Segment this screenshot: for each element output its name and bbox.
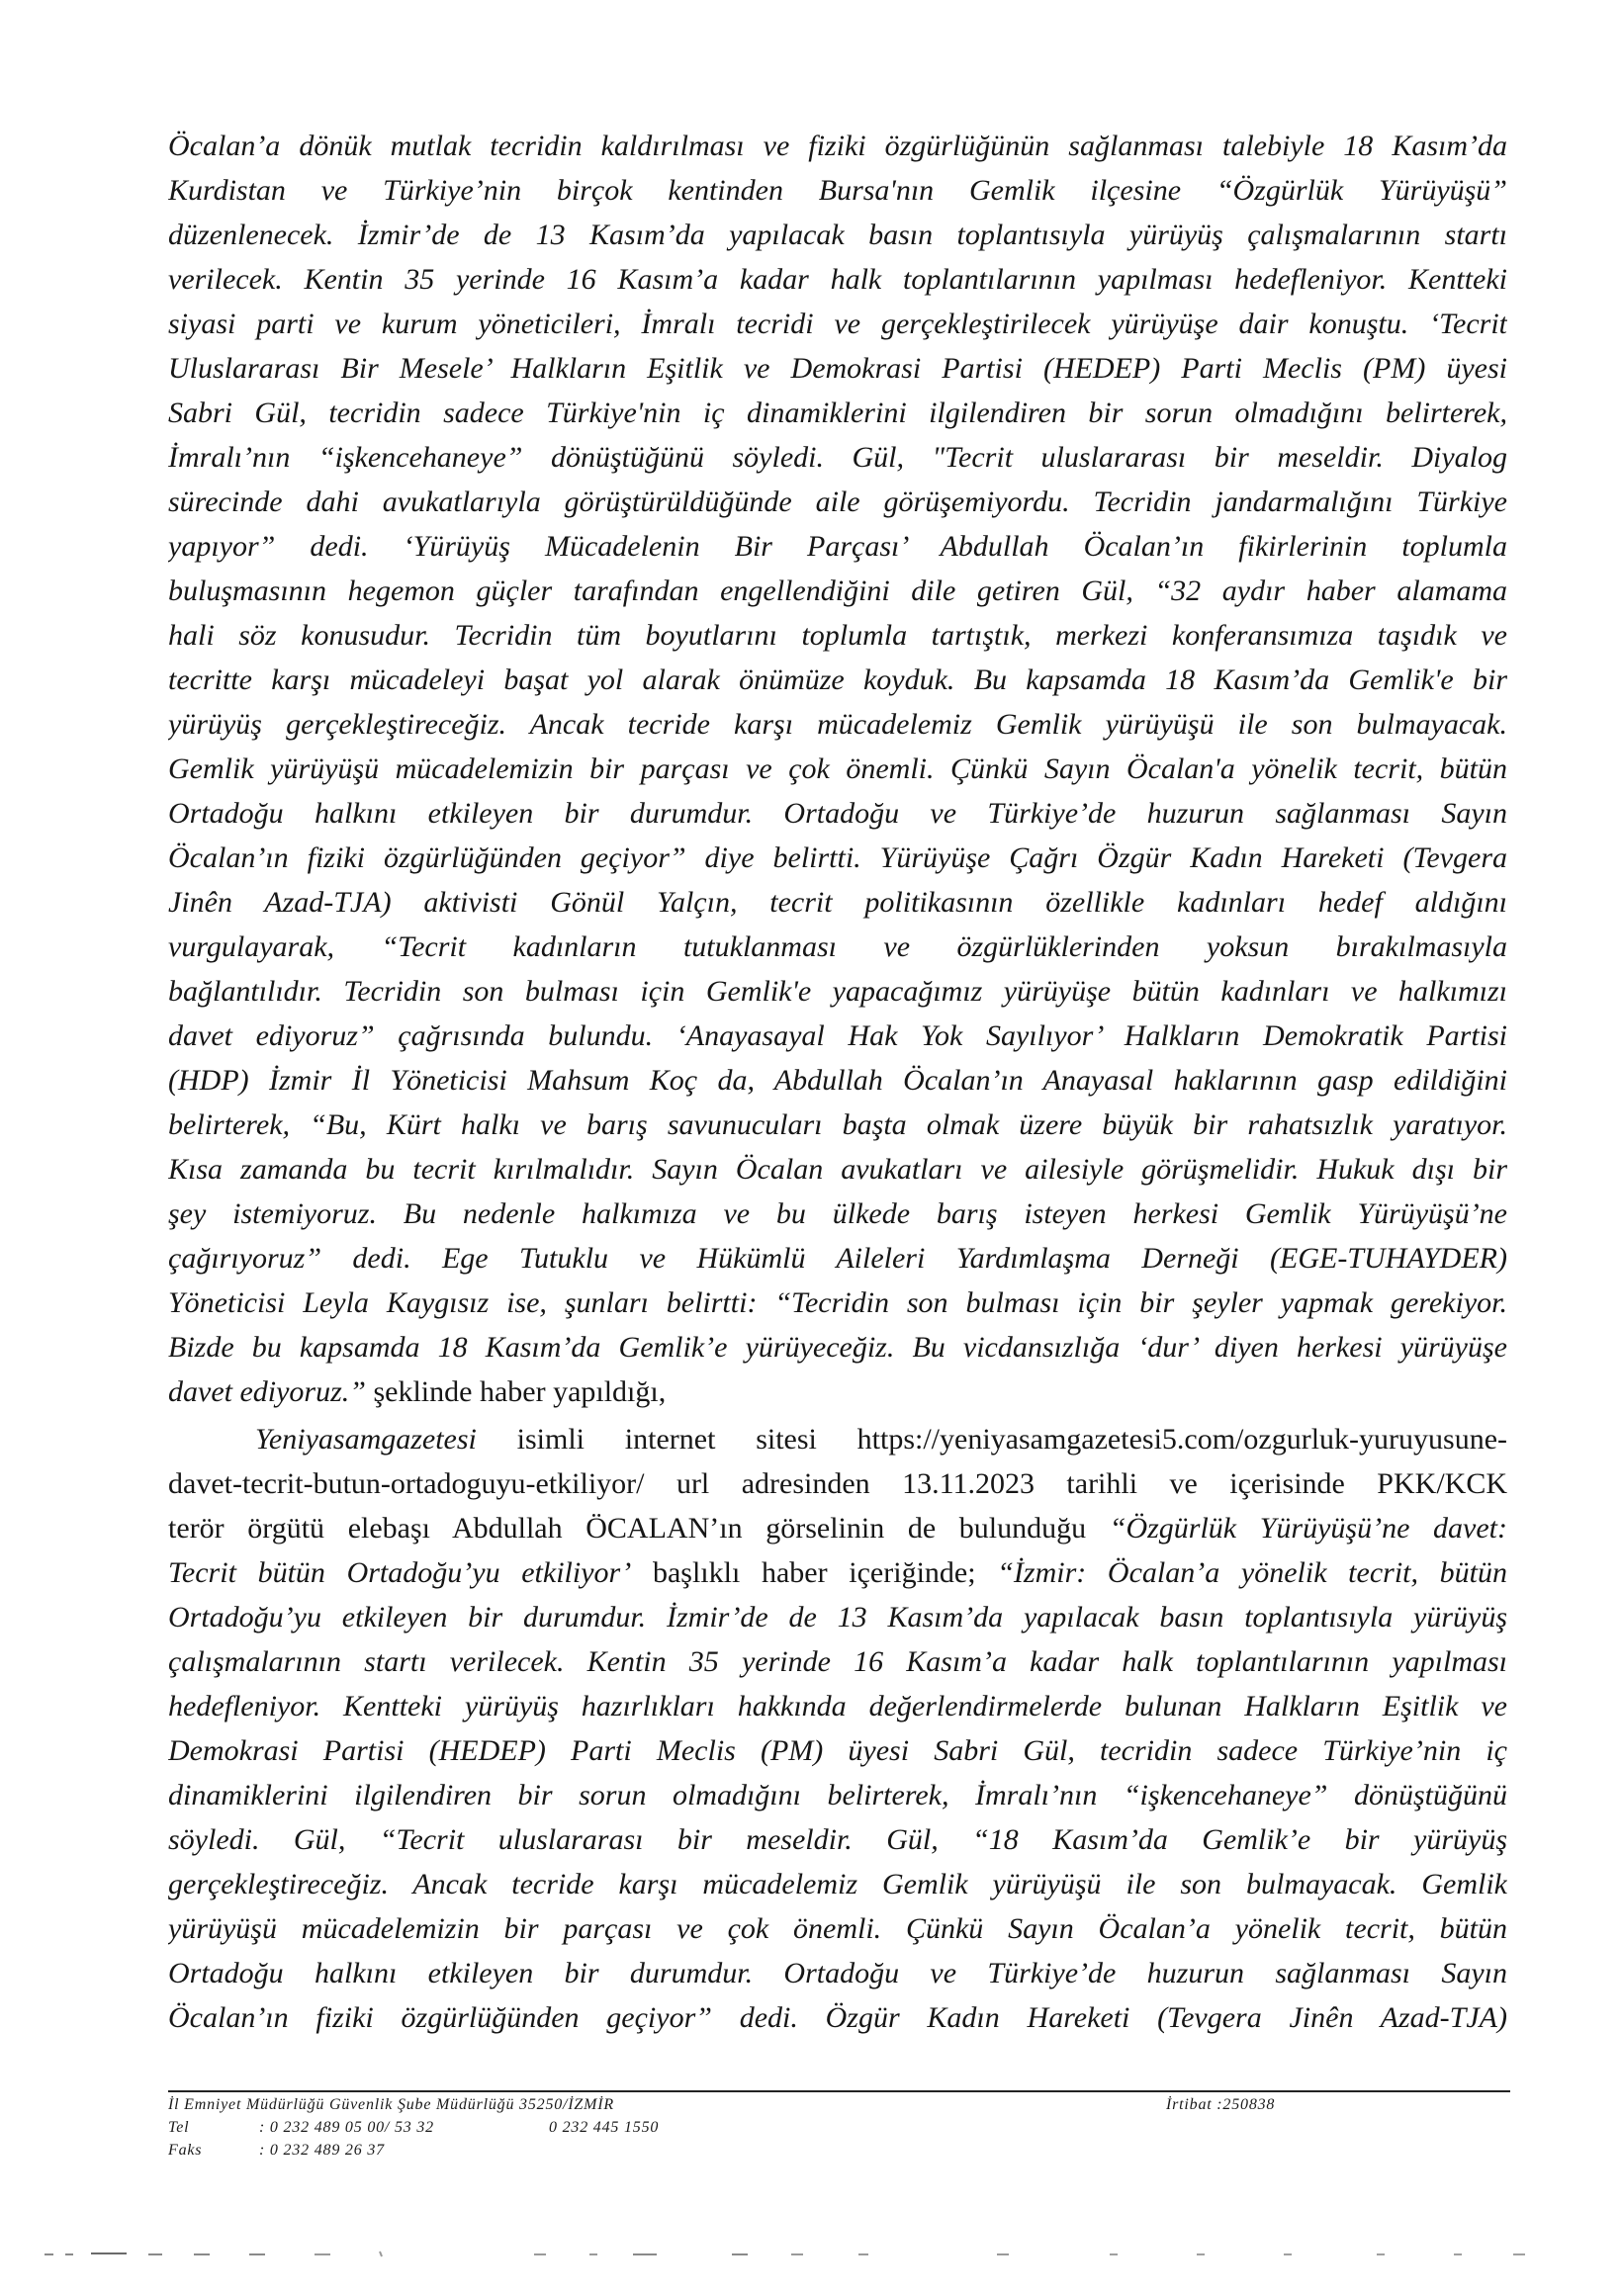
text-line (168, 1369, 1507, 1414)
text-line: Ortadoğu halkını etkileyen bir durumdur. Ortadoğu ve Türkiye’de huzurun sağlanması Sayın (168, 797, 1507, 830)
quote-end-segment: davet ediyoruz.” (168, 1375, 366, 1408)
footer-fax-label: Faks (168, 2142, 203, 2159)
text-line: Kısa zamanda bu tecrit kırılmalıdır. Sayın Öcalan avukatları ve ailesiyle görüşmelidir. Hukuk dışı bir (168, 1153, 1507, 1186)
plain-text-segment: şeklinde haber yapıldığı, (365, 1375, 667, 1408)
text-line: İmralı’nın “işkencehaneye” dönüştüğünü söyledi. Gül, "Tecrit uluslararası bir meseldir. Diyalog (168, 441, 1507, 474)
text-line: Sabri Gül, tecridin sadece Türkiye'nin iç dinamiklerini ilgilendiren bir sorun olmadığını belirterek, (168, 397, 1507, 429)
text-line: yürüyüş gerçekleştireceğiz. Ancak tecride karşı mücadelemiz Gemlik yürüyüşü ile son bulmayacak. (168, 708, 1507, 741)
scan-noise-marks (0, 2243, 1621, 2266)
scan-dash (380, 2252, 382, 2256)
text-line: Ortadoğu’yu etkileyen bir durumdur. İzmir’de de 13 Kasım’da yapılacak basın toplantısıyla yürüyüş (168, 1601, 1507, 1634)
text-line: Ortadoğu halkını etkileyen bir durumdur. Ortadoğu ve Türkiye’de huzurun sağlanması Sayın (168, 1957, 1507, 1989)
text-line: Yöneticisi Leyla Kaygısız ise, şunları belirtti: “Tecridin son bulması için bir şeyler yapmak gerekiyor. (168, 1286, 1507, 1319)
text-line: bağlantılıdır. Tecridin son bulması için Gemlik'e yapacağımız yürüyüşe bütün kadınları ve halkımızı (168, 975, 1507, 1008)
quote-segment: “İzmir: Öcalan’a yönelik tecrit, bütün (997, 1556, 1507, 1589)
text-line: verilecek. Kentin 35 yerinde 16 Kasım’a kadar halk toplantılarının yapılması hedefleniyor. Kentteki (168, 263, 1507, 296)
text-line: sürecinde dahi avukatlarıyla görüştürüldüğünde aile görüşemiyordu. Tecridin jandarmalığını Türkiye (168, 486, 1507, 518)
text-line: Uluslararası Bir Mesele’ Halkların Eşitlik ve Demokrasi Partisi (HEDEP) Parti Meclis (PM) üyesi (168, 352, 1507, 385)
footer-divider (168, 2090, 1510, 2092)
text-line (168, 1550, 1507, 1595)
footer-address: İl Emniyet Müdürlüğü Güvenlik Şube Müdürlüğü 35250/İZMİR (168, 2096, 614, 2113)
text-line: Kurdistan ve Türkiye’nin birçok kentinden Bursa'nın Gemlik ilçesine “Özgürlük Yürüyüşü” (168, 174, 1507, 207)
text-line (168, 1506, 1507, 1550)
text-line: çağırıyoruz” dedi. Ege Tutuklu ve Hükümlü Aileleri Yardımlaşma Derneği (EGE-TUHAYDER) (168, 1242, 1507, 1275)
text-line: Gemlik yürüyüşü mücadelemizin bir parçası ve çok önemli. Çünkü Sayın Öcalan'a yönelik tecrit, bütün (168, 752, 1507, 785)
plain-text-segment: isimli internet sitesi https://yeniyasamgazetesi5.com/ozgurluk-yuruyusune- (476, 1423, 1507, 1456)
text-line: şey istemiyoruz. Bu nedenle halkımıza ve bu ülkede barış isteyen herkesi Gemlik Yürüyüşü’ne (168, 1197, 1507, 1230)
plain-text-segment: başlıklı haber içeriğinde; (631, 1556, 998, 1589)
text-line: Demokrasi Partisi (HEDEP) Parti Meclis (PM) üyesi Sabri Gül, tecridin sadece Türkiye’nin iç (168, 1734, 1507, 1767)
text-line: söyledi. Gül, “Tecrit uluslararası bir meseldir. Gül, “18 Kasım’da Gemlik’e bir yürüyüş (168, 1823, 1507, 1856)
text-line: davet ediyoruz” çağrısında bulundu. ‘Anayasayal Hak Yok Sayılıyor’ Halkların Demokratik Partisi (168, 1019, 1507, 1052)
text-line: hali söz konusudur. Tecridin tüm boyutlarını toplumla tartıştık, merkezi konferansımıza taşıdık ve (168, 619, 1507, 652)
footer-fax-number: : 0 232 489 26 37 (259, 2142, 385, 2159)
text-line: düzenlenecek. İzmir’de de 13 Kasım’da yapılacak basın toplantısıyla yürüyüş çalışmalarının startı (168, 219, 1507, 251)
text-line: yapıyor” dedi. ‘Yürüyüş Mücadelenin Bir Parçası’ Abdullah Öcalan’ın fikirlerinin toplumla (168, 530, 1507, 563)
footer-tel-number: : 0 232 489 05 00/ 53 32 (259, 2119, 434, 2136)
text-line: Bizde bu kapsamda 18 Kasım’da Gemlik’e yürüyeceğiz. Bu vicdansızlığa ‘dur’ diyen herkesi yürüyüşe (168, 1331, 1507, 1364)
text-line: yürüyüşü mücadelemizin bir parçası ve çok önemli. Çünkü Sayın Öcalan’a yönelik tecrit, bütün (168, 1912, 1507, 1945)
text-line: Öcalan’a dönük mutlak tecridin kaldırılması ve fiziki özgürlüğünün sağlanması talebiyle 18 Kasım’da (168, 130, 1507, 162)
text-line: siyasi parti ve kurum yöneticileri, İmralı tecridi ve gerçekleştirilecek yürüyüşe dair konuştu. ‘Tecrit (168, 308, 1507, 340)
text-line: (HDP) İzmir İl Yöneticisi Mahsum Koç da, Abdullah Öcalan’ın Anayasal haklarının gasp edildiğini (168, 1064, 1507, 1097)
text-line: Jinên Azad-TJA) aktivisti Gönül Yalçın, tecrit politikasının özellikle kadınları hedef aldığını (168, 886, 1507, 919)
text-line: vurgulayarak, “Tecrit kadınların tutuklanması ve özgürlüklerinden yoksun bırakılmasıyla (168, 930, 1507, 963)
text-line: gerçekleştireceğiz. Ancak tecride karşı mücadelemiz Gemlik yürüyüşü ile son bulmayacak. Gemlik (168, 1868, 1507, 1900)
plain-text-segment: terör örgütü elebaşı Abdullah ÖCALAN’ın görselinin de bulunduğu (168, 1512, 1110, 1545)
paragraph-1 (168, 124, 1507, 1414)
text-line: davet-tecrit-butun-ortadoguyu-etkiliyor/ url adresinden 13.11.2023 tarihli ve içerisinde PKK/KCK (168, 1467, 1507, 1500)
text-line (168, 1417, 1507, 1461)
headline-segment: “Özgürlük Yürüyüşü’ne davet: (1109, 1512, 1507, 1545)
website-name: Yeniyasamgazetesi (255, 1423, 477, 1456)
headline-segment: Tecrit bütün Ortadoğu’yu etkiliyor’ (168, 1556, 632, 1589)
text-line: çalışmalarının startı verilecek. Kentin 35 yerinde 16 Kasım’a kadar halk toplantılarının yapılması (168, 1645, 1507, 1678)
text-line: tecritte karşı mücadeleyi başat yol alarak önümüze koyduk. Bu kapsamda 18 Kasım’da Gemlik'e bir (168, 663, 1507, 696)
text-line: buluşmasının hegemon güçler tarafından engellendiğini dile getiren Gül, “32 aydır haber alamama (168, 574, 1507, 607)
text-line: dinamiklerini ilgilendiren bir sorun olmadığını belirterek, İmralı’nın “işkencehaneye” dönüştüğünü (168, 1779, 1507, 1811)
footer-contact-number: İrtibat :250838 (1166, 2096, 1276, 2113)
footer-tel-number-2: 0 232 445 1550 (549, 2119, 660, 2136)
text-line: Öcalan’ın fiziki özgürlüğünden geçiyor” diye belirtti. Yürüyüşe Çağrı Özgür Kadın Hareketi (Tevgera (168, 841, 1507, 874)
text-line: hedefleniyor. Kentteki yürüyüş hazırlıkları hakkında değerlendirmelerde bulunan Halkların Eşitlik ve (168, 1690, 1507, 1722)
paragraph-2 (168, 1417, 1507, 2040)
text-line: belirterek, “Bu, Kürt halkı ve barış savunucuları başta olmak üzere büyük bir rahatsızlık yaratıyor. (168, 1108, 1507, 1141)
footer-tel-label: Tel (168, 2119, 190, 2136)
text-line: Öcalan’ın fiziki özgürlüğünden geçiyor” dedi. Özgür Kadın Hareketi (Tevgera Jinên Azad-TJA) (168, 2001, 1507, 2034)
document-body (168, 124, 1507, 2040)
